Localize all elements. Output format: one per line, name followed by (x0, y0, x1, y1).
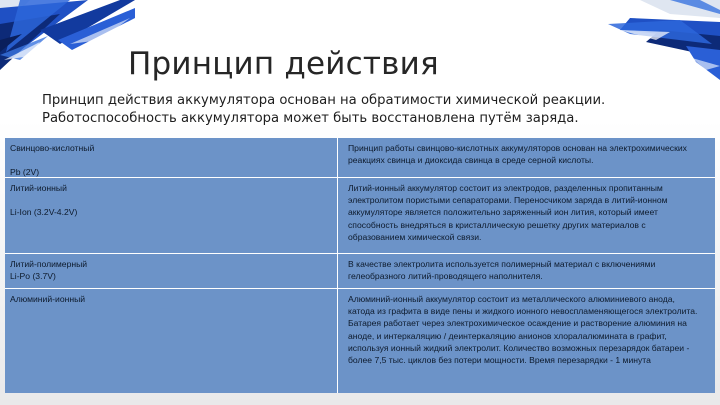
battery-type-name: Литий-полимерный (10, 259, 88, 269)
battery-type-cell (5, 138, 338, 177)
battery-type-cell (5, 178, 338, 253)
table-row (5, 289, 715, 393)
battery-voltage: Li-Ion (3.2V-4.2V) (10, 207, 78, 218)
battery-type-name: Свинцово-кислотный (10, 143, 95, 153)
battery-description: Алюминий-ионный аккумулятор состоит из металлического алюминиевого анода, катода из графита в виде пены и жидкого ионного невоспламеняющегося электролита. Батарея работает через электрохимическое осаждение и растворение алюминия на аноде, и интеркаляцию / деинтеркаляцию анионов хлоралалюмината в графит, используя ионный жидкий электролит. Количество возможных перезарядок батареи - более 7,5 тыс. циклов без потери мощности. Время перезарядки - 1 минута (348, 294, 698, 366)
battery-types-table (5, 138, 715, 393)
intro-paragraph: Принцип действия аккумулятора основан на обратимости химической реакции. Работоспособность аккумулятора может быть восстановлена путём заряда. (42, 93, 606, 126)
battery-type-cell (5, 254, 338, 288)
table-row (5, 254, 715, 289)
battery-voltage: Li-Po (3.7V) (10, 271, 56, 282)
battery-description: Литий-ионный аккумулятор состоит из электродов, разделенных пропитанным электролитом пористыми сепараторами. Переносчиком заряда в литий-ионном аккумуляторе является положительно заряженный ион лития, который имеет способность внедряться в кристаллическую решетку других материалов с образованием химической связи. (348, 183, 668, 242)
slide-title: Принцип действия (128, 46, 439, 82)
battery-type-cell (5, 289, 338, 393)
table-row (5, 138, 715, 178)
battery-description: В качестве электролита используется полимерный материал с включениями гелеобразного литий-проводящего наполнителя. (348, 259, 656, 282)
decorative-stripes-left (0, 0, 135, 92)
decorative-stripes-right (600, 0, 720, 92)
battery-type-name: Алюминий-ионный (10, 294, 86, 304)
battery-type-name: Литий-ионный (10, 183, 67, 193)
table-row (5, 178, 715, 254)
battery-description: Принцип работы свинцово-кислотных аккумуляторов основан на электрохимических реакциях свинца и диоксида свинца в среде серной кислоты. (348, 143, 687, 166)
battery-voltage: Pb (2V) (10, 167, 40, 178)
